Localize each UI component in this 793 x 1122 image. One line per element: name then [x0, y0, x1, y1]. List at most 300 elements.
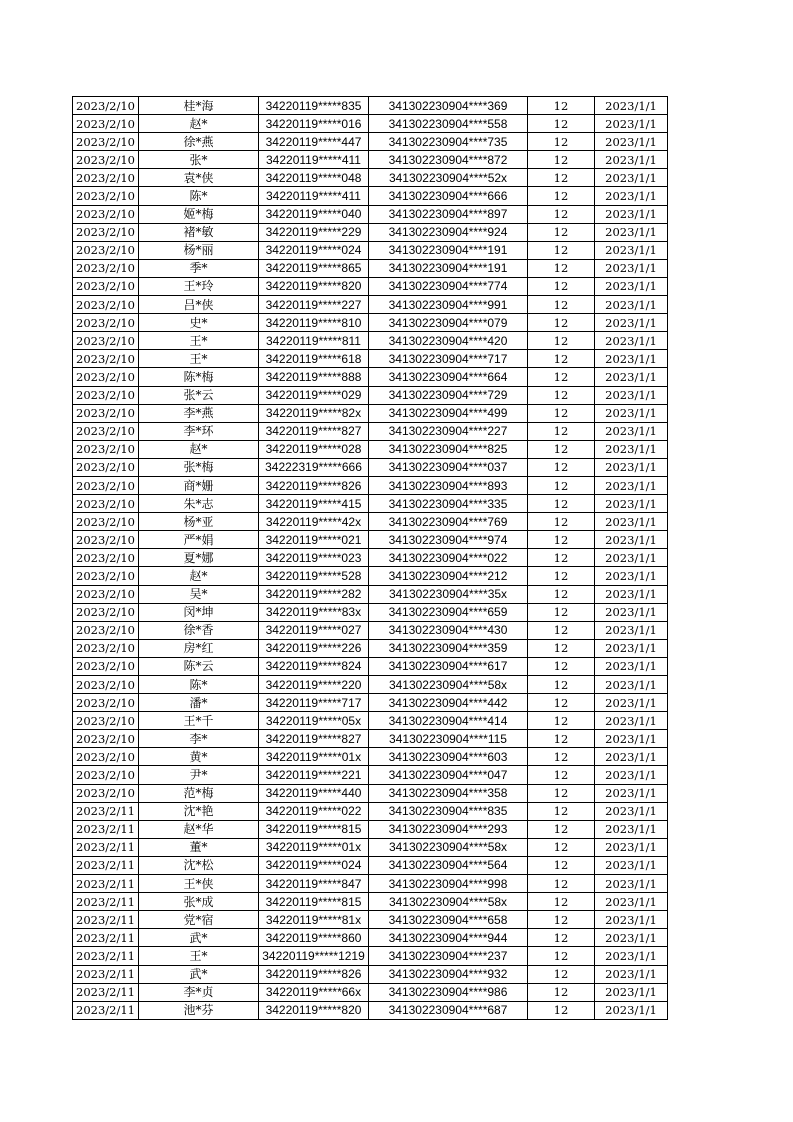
date-cell: 2023/2/10 — [73, 694, 139, 712]
count-cell: 12 — [528, 223, 595, 241]
count-cell: 12 — [528, 875, 595, 893]
count-cell: 12 — [528, 151, 595, 169]
account-number-cell: 341302230904****998 — [369, 875, 528, 893]
name-cell: 闵*坤 — [139, 603, 259, 621]
date-cell: 2023/2/10 — [73, 476, 139, 494]
table-row — [73, 495, 668, 513]
date-cell: 2023/2/10 — [73, 657, 139, 675]
start-date-cell: 2023/1/1 — [595, 766, 668, 784]
account-number-cell: 341302230904****774 — [369, 277, 528, 295]
table-row — [73, 549, 668, 567]
account-number-cell: 341302230904****872 — [369, 151, 528, 169]
start-date-cell: 2023/1/1 — [595, 784, 668, 802]
date-cell: 2023/2/11 — [73, 947, 139, 965]
date-cell: 2023/2/11 — [73, 820, 139, 838]
date-cell: 2023/2/10 — [73, 169, 139, 187]
table-row — [73, 259, 668, 277]
id-number-cell: 34220119*****835 — [259, 97, 369, 115]
account-number-cell: 341302230904****893 — [369, 476, 528, 494]
account-number-cell: 341302230904****52x — [369, 169, 528, 187]
id-number-cell: 34220119*****528 — [259, 567, 369, 585]
id-number-cell: 34220119*****447 — [259, 133, 369, 151]
name-cell: 李* — [139, 730, 259, 748]
start-date-cell: 2023/1/1 — [595, 495, 668, 513]
table-row — [73, 676, 668, 694]
id-number-cell: 34220119*****028 — [259, 440, 369, 458]
account-number-cell: 341302230904****442 — [369, 694, 528, 712]
name-cell: 李*燕 — [139, 404, 259, 422]
start-date-cell: 2023/1/1 — [595, 965, 668, 983]
table-row — [73, 947, 668, 965]
id-number-cell: 34222319*****666 — [259, 458, 369, 476]
start-date-cell: 2023/1/1 — [595, 838, 668, 856]
table-row — [73, 187, 668, 205]
name-cell: 吴* — [139, 585, 259, 603]
count-cell: 12 — [528, 277, 595, 295]
count-cell: 12 — [528, 133, 595, 151]
account-number-cell: 341302230904****293 — [369, 820, 528, 838]
name-cell: 池*芬 — [139, 1001, 259, 1019]
records-table-body — [73, 97, 668, 1020]
date-cell: 2023/2/11 — [73, 802, 139, 820]
id-number-cell: 34220119*****048 — [259, 169, 369, 187]
count-cell: 12 — [528, 784, 595, 802]
account-number-cell: 341302230904****835 — [369, 802, 528, 820]
name-cell: 潘* — [139, 694, 259, 712]
count-cell: 12 — [528, 694, 595, 712]
count-cell: 12 — [528, 332, 595, 350]
account-number-cell: 341302230904****227 — [369, 422, 528, 440]
table-row — [73, 386, 668, 404]
date-cell: 2023/2/11 — [73, 983, 139, 1001]
table-row — [73, 332, 668, 350]
id-number-cell: 34220119*****226 — [259, 639, 369, 657]
start-date-cell: 2023/1/1 — [595, 332, 668, 350]
count-cell: 12 — [528, 838, 595, 856]
start-date-cell: 2023/1/1 — [595, 911, 668, 929]
table-row — [73, 694, 668, 712]
id-number-cell: 34220119*****618 — [259, 350, 369, 368]
start-date-cell: 2023/1/1 — [595, 151, 668, 169]
date-cell: 2023/2/10 — [73, 549, 139, 567]
date-cell: 2023/2/11 — [73, 893, 139, 911]
count-cell: 12 — [528, 893, 595, 911]
account-number-cell: 341302230904****58x — [369, 893, 528, 911]
id-number-cell: 34220119*****05x — [259, 712, 369, 730]
start-date-cell: 2023/1/1 — [595, 657, 668, 675]
account-number-cell: 341302230904****35x — [369, 585, 528, 603]
account-number-cell: 341302230904****558 — [369, 115, 528, 133]
account-number-cell: 341302230904****237 — [369, 947, 528, 965]
date-cell: 2023/2/10 — [73, 350, 139, 368]
account-number-cell: 341302230904****58x — [369, 838, 528, 856]
date-cell: 2023/2/10 — [73, 513, 139, 531]
account-number-cell: 341302230904****369 — [369, 97, 528, 115]
date-cell: 2023/2/10 — [73, 314, 139, 332]
date-cell: 2023/2/10 — [73, 676, 139, 694]
table-row — [73, 368, 668, 386]
name-cell: 季* — [139, 259, 259, 277]
table-row — [73, 929, 668, 947]
count-cell: 12 — [528, 386, 595, 404]
table-row — [73, 893, 668, 911]
id-number-cell: 34220119*****66x — [259, 983, 369, 1001]
table-row — [73, 531, 668, 549]
id-number-cell: 34220119*****860 — [259, 929, 369, 947]
id-number-cell: 34220119*****888 — [259, 368, 369, 386]
count-cell: 12 — [528, 657, 595, 675]
id-number-cell: 34220119*****440 — [259, 784, 369, 802]
count-cell: 12 — [528, 621, 595, 639]
name-cell: 黄* — [139, 748, 259, 766]
count-cell: 12 — [528, 422, 595, 440]
id-number-cell: 34220119*****415 — [259, 495, 369, 513]
name-cell: 吕*侠 — [139, 296, 259, 314]
id-number-cell: 34220119*****029 — [259, 386, 369, 404]
count-cell: 12 — [528, 748, 595, 766]
count-cell: 12 — [528, 440, 595, 458]
table-row — [73, 1001, 668, 1019]
account-number-cell: 341302230904****617 — [369, 657, 528, 675]
count-cell: 12 — [528, 639, 595, 657]
table-row — [73, 748, 668, 766]
account-number-cell: 341302230904****335 — [369, 495, 528, 513]
name-cell: 赵* — [139, 115, 259, 133]
table-row — [73, 404, 668, 422]
date-cell: 2023/2/10 — [73, 277, 139, 295]
count-cell: 12 — [528, 476, 595, 494]
count-cell: 12 — [528, 404, 595, 422]
date-cell: 2023/2/10 — [73, 422, 139, 440]
count-cell: 12 — [528, 531, 595, 549]
table-row — [73, 965, 668, 983]
account-number-cell: 341302230904****564 — [369, 856, 528, 874]
name-cell: 姬*梅 — [139, 205, 259, 223]
count-cell: 12 — [528, 1001, 595, 1019]
start-date-cell: 2023/1/1 — [595, 368, 668, 386]
account-number-cell: 341302230904****358 — [369, 784, 528, 802]
name-cell: 张*成 — [139, 893, 259, 911]
table-row — [73, 223, 668, 241]
account-number-cell: 341302230904****191 — [369, 241, 528, 259]
table-row — [73, 911, 668, 929]
table-row — [73, 838, 668, 856]
start-date-cell: 2023/1/1 — [595, 983, 668, 1001]
table-row — [73, 585, 668, 603]
account-number-cell: 341302230904****603 — [369, 748, 528, 766]
count-cell: 12 — [528, 368, 595, 386]
start-date-cell: 2023/1/1 — [595, 241, 668, 259]
id-number-cell: 34220119*****811 — [259, 332, 369, 350]
table-row — [73, 458, 668, 476]
start-date-cell: 2023/1/1 — [595, 603, 668, 621]
date-cell: 2023/2/10 — [73, 332, 139, 350]
date-cell: 2023/2/10 — [73, 495, 139, 513]
name-cell: 王* — [139, 350, 259, 368]
id-number-cell: 34220119*****282 — [259, 585, 369, 603]
table-row — [73, 639, 668, 657]
start-date-cell: 2023/1/1 — [595, 856, 668, 874]
account-number-cell: 341302230904****212 — [369, 567, 528, 585]
date-cell: 2023/2/10 — [73, 259, 139, 277]
id-number-cell: 34220119*****815 — [259, 820, 369, 838]
account-number-cell: 341302230904****420 — [369, 332, 528, 350]
date-cell: 2023/2/10 — [73, 368, 139, 386]
id-number-cell: 34220119*****82x — [259, 404, 369, 422]
account-number-cell: 341302230904****430 — [369, 621, 528, 639]
count-cell: 12 — [528, 820, 595, 838]
id-number-cell: 34220119*****815 — [259, 893, 369, 911]
id-number-cell: 34220119*****021 — [259, 531, 369, 549]
start-date-cell: 2023/1/1 — [595, 802, 668, 820]
account-number-cell: 341302230904****022 — [369, 549, 528, 567]
start-date-cell: 2023/1/1 — [595, 350, 668, 368]
count-cell: 12 — [528, 350, 595, 368]
start-date-cell: 2023/1/1 — [595, 694, 668, 712]
start-date-cell: 2023/1/1 — [595, 513, 668, 531]
date-cell: 2023/2/10 — [73, 531, 139, 549]
date-cell: 2023/2/10 — [73, 458, 139, 476]
account-number-cell: 341302230904****115 — [369, 730, 528, 748]
date-cell: 2023/2/10 — [73, 712, 139, 730]
count-cell: 12 — [528, 115, 595, 133]
table-row — [73, 802, 668, 820]
date-cell: 2023/2/10 — [73, 784, 139, 802]
table-row — [73, 603, 668, 621]
table-row — [73, 314, 668, 332]
start-date-cell: 2023/1/1 — [595, 97, 668, 115]
date-cell: 2023/2/10 — [73, 223, 139, 241]
id-number-cell: 34220119*****411 — [259, 187, 369, 205]
name-cell: 赵*华 — [139, 820, 259, 838]
records-table — [72, 96, 668, 1020]
id-number-cell: 34220119*****229 — [259, 223, 369, 241]
start-date-cell: 2023/1/1 — [595, 296, 668, 314]
table-row — [73, 350, 668, 368]
id-number-cell: 34220119*****827 — [259, 422, 369, 440]
account-number-cell: 341302230904****659 — [369, 603, 528, 621]
count-cell: 12 — [528, 911, 595, 929]
table-row — [73, 422, 668, 440]
id-number-cell: 34220119*****847 — [259, 875, 369, 893]
table-row — [73, 766, 668, 784]
name-cell: 尹* — [139, 766, 259, 784]
count-cell: 12 — [528, 603, 595, 621]
id-number-cell: 34220119*****411 — [259, 151, 369, 169]
table-row — [73, 151, 668, 169]
name-cell: 陈*梅 — [139, 368, 259, 386]
table-row — [73, 621, 668, 639]
start-date-cell: 2023/1/1 — [595, 277, 668, 295]
table-row — [73, 784, 668, 802]
count-cell: 12 — [528, 585, 595, 603]
count-cell: 12 — [528, 712, 595, 730]
id-number-cell: 34220119*****865 — [259, 259, 369, 277]
table-row — [73, 97, 668, 115]
account-number-cell: 341302230904****359 — [369, 639, 528, 657]
id-number-cell: 34220119*****027 — [259, 621, 369, 639]
count-cell: 12 — [528, 730, 595, 748]
table-row — [73, 820, 668, 838]
start-date-cell: 2023/1/1 — [595, 422, 668, 440]
count-cell: 12 — [528, 513, 595, 531]
table-row — [73, 241, 668, 259]
id-number-cell: 34220119*****220 — [259, 676, 369, 694]
name-cell: 范*梅 — [139, 784, 259, 802]
date-cell: 2023/2/10 — [73, 621, 139, 639]
date-cell: 2023/2/10 — [73, 603, 139, 621]
account-number-cell: 341302230904****974 — [369, 531, 528, 549]
id-number-cell: 34220119*****016 — [259, 115, 369, 133]
date-cell: 2023/2/10 — [73, 639, 139, 657]
id-number-cell: 34220119*****820 — [259, 1001, 369, 1019]
table-row — [73, 567, 668, 585]
name-cell: 李*贞 — [139, 983, 259, 1001]
date-cell: 2023/2/11 — [73, 911, 139, 929]
account-number-cell: 341302230904****825 — [369, 440, 528, 458]
name-cell: 夏*娜 — [139, 549, 259, 567]
name-cell: 沈*松 — [139, 856, 259, 874]
date-cell: 2023/2/11 — [73, 1001, 139, 1019]
table-row — [73, 712, 668, 730]
id-number-cell: 34220119*****1219 — [259, 947, 369, 965]
date-cell: 2023/2/11 — [73, 875, 139, 893]
id-number-cell: 34220119*****022 — [259, 802, 369, 820]
start-date-cell: 2023/1/1 — [595, 639, 668, 657]
count-cell: 12 — [528, 187, 595, 205]
date-cell: 2023/2/11 — [73, 929, 139, 947]
account-number-cell: 341302230904****729 — [369, 386, 528, 404]
count-cell: 12 — [528, 947, 595, 965]
start-date-cell: 2023/1/1 — [595, 875, 668, 893]
account-number-cell: 341302230904****924 — [369, 223, 528, 241]
count-cell: 12 — [528, 241, 595, 259]
start-date-cell: 2023/1/1 — [595, 820, 668, 838]
account-number-cell: 341302230904****047 — [369, 766, 528, 784]
table-row — [73, 277, 668, 295]
date-cell: 2023/2/10 — [73, 585, 139, 603]
name-cell: 沈*艳 — [139, 802, 259, 820]
table-row — [73, 657, 668, 675]
count-cell: 12 — [528, 802, 595, 820]
name-cell: 武* — [139, 929, 259, 947]
count-cell: 12 — [528, 205, 595, 223]
date-cell: 2023/2/11 — [73, 856, 139, 874]
start-date-cell: 2023/1/1 — [595, 404, 668, 422]
name-cell: 李*环 — [139, 422, 259, 440]
table-row — [73, 296, 668, 314]
name-cell: 张*云 — [139, 386, 259, 404]
date-cell: 2023/2/10 — [73, 133, 139, 151]
id-number-cell: 34220119*****023 — [259, 549, 369, 567]
account-number-cell: 341302230904****079 — [369, 314, 528, 332]
id-number-cell: 34220119*****01x — [259, 838, 369, 856]
name-cell: 王* — [139, 332, 259, 350]
account-number-cell: 341302230904****735 — [369, 133, 528, 151]
name-cell: 王* — [139, 947, 259, 965]
name-cell: 赵* — [139, 440, 259, 458]
start-date-cell: 2023/1/1 — [595, 676, 668, 694]
name-cell: 徐*燕 — [139, 133, 259, 151]
count-cell: 12 — [528, 259, 595, 277]
name-cell: 王*千 — [139, 712, 259, 730]
account-number-cell: 341302230904****944 — [369, 929, 528, 947]
count-cell: 12 — [528, 766, 595, 784]
account-number-cell: 341302230904****932 — [369, 965, 528, 983]
start-date-cell: 2023/1/1 — [595, 115, 668, 133]
name-cell: 徐*香 — [139, 621, 259, 639]
date-cell: 2023/2/11 — [73, 838, 139, 856]
name-cell: 袁*侠 — [139, 169, 259, 187]
id-number-cell: 34220119*****827 — [259, 730, 369, 748]
account-number-cell: 341302230904****717 — [369, 350, 528, 368]
account-number-cell: 341302230904****687 — [369, 1001, 528, 1019]
count-cell: 12 — [528, 458, 595, 476]
id-number-cell: 34220119*****221 — [259, 766, 369, 784]
date-cell: 2023/2/10 — [73, 97, 139, 115]
start-date-cell: 2023/1/1 — [595, 314, 668, 332]
id-number-cell: 34220119*****040 — [259, 205, 369, 223]
name-cell: 严*娟 — [139, 531, 259, 549]
name-cell: 赵* — [139, 567, 259, 585]
name-cell: 张* — [139, 151, 259, 169]
start-date-cell: 2023/1/1 — [595, 730, 668, 748]
start-date-cell: 2023/1/1 — [595, 712, 668, 730]
account-number-cell: 341302230904****769 — [369, 513, 528, 531]
start-date-cell: 2023/1/1 — [595, 531, 668, 549]
start-date-cell: 2023/1/1 — [595, 386, 668, 404]
account-number-cell: 341302230904****897 — [369, 205, 528, 223]
table-row — [73, 875, 668, 893]
table-row — [73, 133, 668, 151]
name-cell: 褚*敏 — [139, 223, 259, 241]
table-row — [73, 856, 668, 874]
account-number-cell: 341302230904****037 — [369, 458, 528, 476]
account-number-cell: 341302230904****664 — [369, 368, 528, 386]
count-cell: 12 — [528, 676, 595, 694]
id-number-cell: 34220119*****83x — [259, 603, 369, 621]
start-date-cell: 2023/1/1 — [595, 440, 668, 458]
start-date-cell: 2023/1/1 — [595, 187, 668, 205]
id-number-cell: 34220119*****024 — [259, 241, 369, 259]
table-row — [73, 730, 668, 748]
table-row — [73, 205, 668, 223]
date-cell: 2023/2/11 — [73, 965, 139, 983]
name-cell: 杨*亚 — [139, 513, 259, 531]
name-cell: 张*梅 — [139, 458, 259, 476]
table-row — [73, 983, 668, 1001]
table-row — [73, 440, 668, 458]
account-number-cell: 341302230904****58x — [369, 676, 528, 694]
start-date-cell: 2023/1/1 — [595, 476, 668, 494]
count-cell: 12 — [528, 296, 595, 314]
id-number-cell: 34220119*****826 — [259, 476, 369, 494]
account-number-cell: 341302230904****666 — [369, 187, 528, 205]
start-date-cell: 2023/1/1 — [595, 133, 668, 151]
start-date-cell: 2023/1/1 — [595, 205, 668, 223]
start-date-cell: 2023/1/1 — [595, 458, 668, 476]
table-row — [73, 115, 668, 133]
name-cell: 王*侠 — [139, 875, 259, 893]
account-number-cell: 341302230904****191 — [369, 259, 528, 277]
id-number-cell: 34220119*****227 — [259, 296, 369, 314]
account-number-cell: 341302230904****986 — [369, 983, 528, 1001]
date-cell: 2023/2/10 — [73, 115, 139, 133]
date-cell: 2023/2/10 — [73, 567, 139, 585]
date-cell: 2023/2/10 — [73, 440, 139, 458]
count-cell: 12 — [528, 314, 595, 332]
count-cell: 12 — [528, 856, 595, 874]
